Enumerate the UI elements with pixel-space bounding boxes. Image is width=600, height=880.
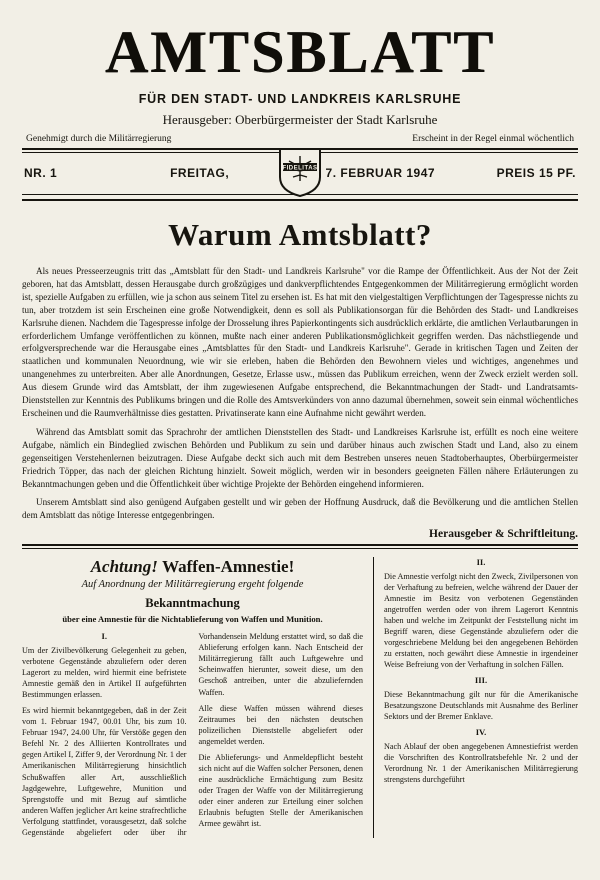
notice-section — [22, 557, 578, 838]
notice-section-text: Alle diese Waffen müssen während dieses Zeitraumes bei den nächsten deutschen polizeilichen Dienststelle abgeliefert oder angemeldet werden. — [198, 703, 363, 746]
article-paragraph: Als neues Presseerzeugnis tritt das „Amtsblatt für den Stadt- und Landkreis Karlsruhe" vor die Rampe der Öffentlichkeit. Aus der Not der Zeit geboren, hat das Amtsblatt, dessen Herausgabe durch großzügiges und dankverpflichtendes Entgegenkommen der Militärregierung ermöglicht worden ist, spezielle Aufgaben zu erfüllen, wie ja schon aus seinem Titel zu ersehen ist. Es hat mit den vielgestaltigen Verpflichtungen der Tagespresse nichts zu tun, aber trotzdem ist sein Erscheinen eine große Notwendigkeit, denn es soll als Publikationsorgan für die Behörden des Stadt- und Landkreises Karlsruhe dienen. Nachdem die Tagespresse infolge der Drosselung ihres Papierkontingents sich ausdrücklich erklärte, die amtlichen Verlautbarungen in erforderlichem Umfange veröffentlichen zu können, mußte nach einer anderen Publikationsmöglichkeit gegriffen werden. Das nächstliegende und erfolgversprechende war die Herausgabe eines „Amtsblattes für den Stadt- und Landkreis Karlsruhe". Gerade in kritischen Tagen und Zeiten der staatlichen und kommunalen Neuordnung, wie wir sie erleben, haben die Behörden den Bewohnern vieles und wichtiges, angenehmes und unangenehmes zu unterbreiten. Aber alle Anordnungen, Gesetze, Erlasse usw., müssen das Publikum erreichen, wenn der Zweck erzielt werden soll. Aus diesem Grunde wird das Amtsblatt, der ihm zugewiesenen Aufgabe entsprechend, die Bekanntmachungen der Stadt- und Landratsamts-Dienststellen zur Kenntnis des Publikums bringen und die Rolle des Amtsverkünders von anno dazumal übernehmen, soweit sein einmal wöchentliches Erscheinen und die Raumverhältnisse dies gestatten. Privatinserate kann eine Aufnahme nicht gewährt werden. — [22, 266, 578, 418]
notice-section-roman: III. — [474, 675, 488, 686]
masthead-subtitle: FÜR DEN STADT- UND LANDKREIS KARLSRUHE — [138, 92, 462, 106]
notice-columns — [22, 631, 363, 838]
issue-number: NR. 1 — [24, 165, 58, 180]
city-crest-icon — [277, 147, 323, 197]
notice-section-text: Die Amnestie verfolgt nicht den Zweck, Zivilpersonen von der Verhaftung zu befreien, welche während der Dauer der Amnestie im Besitz von verbotenen Gegenständen angetroffen werden oder von ihrem Lagerort Kenntnis haben und welche im Zeitpunkt der Feststellung nicht im Begriff waren, diese Gegenstände abzuliefern oder die vorgeschriebene Meldung bei den angegebenen Behörden zu erstatten, noch gewährt diese Amnestie in irgendeiner Weise Befreiung von der Verhaftung in solchen Fällen. — [384, 571, 578, 670]
article-body — [22, 265, 578, 522]
notice-heading: Bekanntmachung — [145, 596, 240, 611]
article-paragraph: Unserem Amtsblatt sind also genügend Aufgaben gestellt und wir geben der Hoffnung Ausdruck, daß die Bevölkerung und die amtlichen Stellen dem Amtsblatt das nötige Interesse entgegenbringen. — [22, 497, 578, 521]
issue-rule-thick — [22, 199, 578, 201]
notice-section-roman: I. — [101, 631, 107, 642]
article-headline: Warum Amtsblatt? — [168, 217, 432, 252]
page-title: AMTSBLATT — [104, 19, 496, 85]
notice-attention — [22, 557, 363, 577]
notice-section-text: Um der Zivilbevölkerung Gelegenheit zu geben, verbotene Gegenstände abzuliefern oder deren Lagerort zu melden, wird hiermit eine befristete Amnestie gemäß den in Artikel II aufgeführten Bestimmungen erlassen. — [22, 645, 187, 700]
notice-attention-emph: Achtung! — [90, 557, 158, 577]
masthead-meta — [22, 134, 578, 144]
issue-weekday: FREITAG, — [170, 165, 230, 180]
notice-section-text: Die Ablieferungs- und Anmeldepflicht besteht sich nicht auf die Waffen solcher Personen, denen eine ausdrückliche Ermächtigung zum Besitz oder Tragen der Waffe von der Militärregierung oder einer anderen zur Erteilung einer solchen Erlaubnis befugten Stelle der Amerikanischen Armee gewährt ist. — [198, 752, 363, 829]
article-paragraph: Während das Amtsblatt somit das Sprachrohr der amtlichen Dienststellen des Stadt- und Landkreises Karlsruhe ist, erfüllt es noch eine weitere Aufgabe, nämlich ein Bindeglied zwischen Behörden und Publikum zu sein und darüber hinaus auch zwischen Stadt und Land, also zu einem gegenseitigen Verstehenlernen beizutragen. Diese Aufgabe deckt sich auch mit dem Bestreben unseres neuen Stadtoberhauptes, Oberbürgermeister Friedrich Töpper, das nach der gleichen Richtung hinzielt. Soweit möglich, werden wir in besonders geeigneten Fällen nähere Erläuterungen zu Bekanntmachungen geben und die Öffentlichkeit über wichtige Projekte der Behörden eingehend informieren. — [22, 426, 578, 489]
masthead-approval: Genehmigt durch die Militärregierung — [26, 134, 172, 144]
notice-section-roman: II. — [476, 557, 486, 568]
notice-order-line: Auf Anordnung der Militärregierung ergeht folgende — [81, 579, 304, 591]
notice-side-body — [384, 557, 578, 785]
masthead-publisher: Herausgeber: Oberbürgermeister der Stadt Karlsruhe — [162, 112, 438, 127]
notice-attention-rest: Waffen-Amnestie! — [162, 557, 295, 577]
notice-section-text: Diese Bekanntmachung gilt nur für die Amerikanische Besatzungszone Deutschlands mit Ausnahme des Berliner Sektors und der Bremer Enklave. — [384, 689, 578, 722]
masthead — [22, 19, 578, 144]
svg-text:FIDELITAS: FIDELITAS — [282, 165, 318, 171]
issue-date: 7. FEBRUAR 1947 — [325, 165, 436, 180]
notice-side-column — [374, 557, 578, 838]
notice-main — [22, 557, 374, 838]
notice-subheading: über eine Amnestie für die Nichtablieferung von Waffen und Munition. — [62, 614, 323, 625]
issue-bar — [22, 153, 578, 193]
issue-price: PREIS 15 PF. — [496, 165, 576, 180]
article-signature: Herausgeber & Schriftleitung. — [429, 528, 578, 541]
section-rule-thin — [22, 548, 578, 549]
notice-section-text: Es wird hiermit bekanntgegeben, daß in der Zeit vom 1. Februar 1947, 00.01 Uhr, bis zum 10. Februar 1947, 24.00 Uhr, für Verstöße gegen den Befehl Nr. 2 des Alliierten Kontrollrates und gegen Artikel I, Ziffer 9, der Verordnung Nr. 1 der Amerikanischen Militärregierung hinsichtlich Schußwaffen aller Art, ausschließlich Jagdgewehre, Luftgewehre, Munition und Sprengstoffe und mit Bezug auf sämtliche anderen Waffen jeglicher Art keine strafrechtliche Verfolgung stattfindet, vorausgesetzt, daß solche Gegenstände abgeliefert oder über ihr Vorhandensein Meldung erstattet wird, so daß die Ablieferung erfolgen kann. Nach Entscheid der Militärregierung fällt auch Luftgewehre und Scheinwaffen hierunter, soweit diese, um den Geschoß antreiben, unter die abzuliefernden Waffen. — [22, 632, 363, 837]
masthead-frequency: Erscheint in der Regel einmal wöchentlich — [412, 134, 574, 144]
notice-section-text: Nach Ablauf der oben angegebenen Amnestiefrist werden die Vorschriften des Kontrollratsbefehle Nr. 2 und der Verordnung Nr. 1 der Amerikanischen Militärregierung strengstens durchgeführt — [384, 741, 578, 784]
section-rule-thick — [22, 544, 578, 546]
notice-section-roman: IV. — [475, 727, 487, 738]
